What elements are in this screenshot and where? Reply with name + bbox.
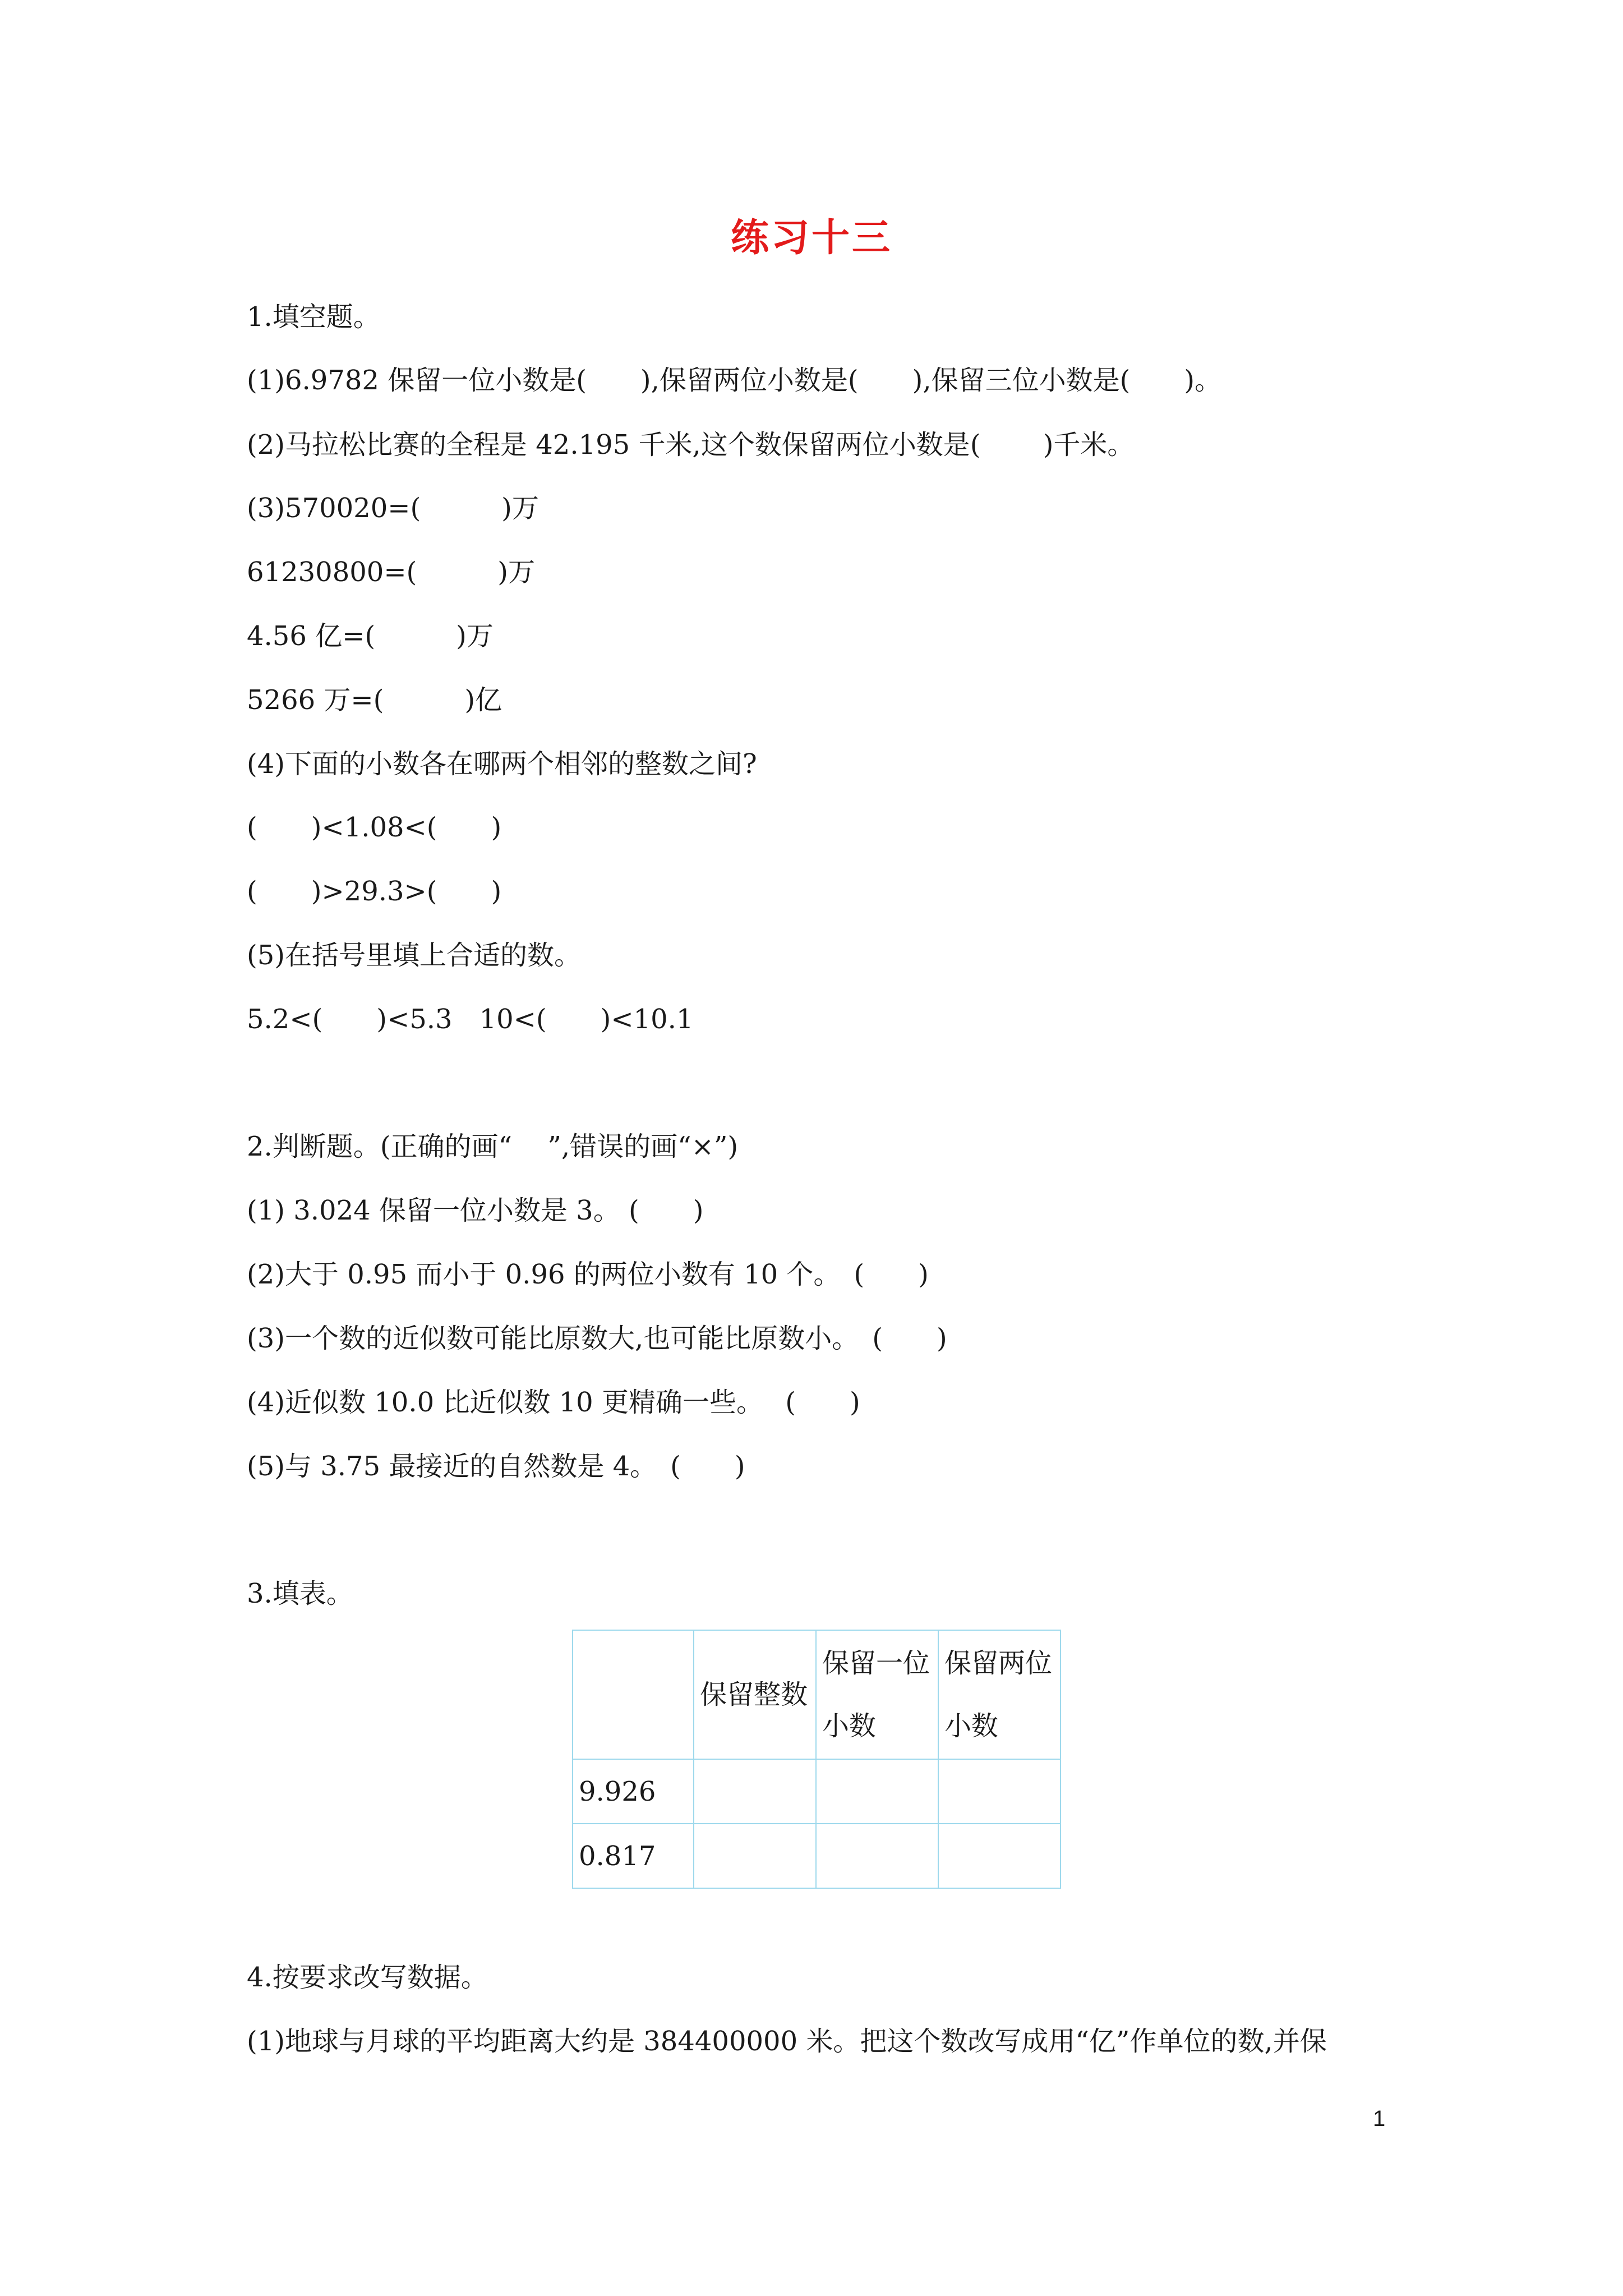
question-4-1: (1)地球与月球的平均距离大约是 384400000 米。把这个数改写成用“亿”作单位的数,并保 bbox=[247, 2026, 1327, 2057]
question-1-2: (2)马拉松比赛的全程是 42.195 千米,这个数保留两位小数是( )千米。 bbox=[247, 429, 1135, 461]
table-header-cell bbox=[816, 1630, 938, 1759]
table-cell-number: 0.817 bbox=[573, 1824, 694, 1888]
page-number: 1 bbox=[1373, 2106, 1386, 2131]
table-header-cell bbox=[694, 1630, 816, 1759]
question-2-1: (1) 3.024 保留一位小数是 3。 ( ) bbox=[247, 1195, 704, 1226]
question-1-3d: 5266 万=( )亿 bbox=[247, 684, 502, 716]
question-1-4b: ( )>29.3>( ) bbox=[247, 876, 502, 907]
table-cell-blank bbox=[694, 1824, 816, 1888]
question-1-4: (4)下面的小数各在哪两个相邻的整数之间? bbox=[247, 748, 757, 780]
table-header-label: 保留整数 bbox=[700, 1679, 808, 1710]
table-cell-blank bbox=[694, 1759, 816, 1824]
table-cell-number: 9.926 bbox=[573, 1759, 694, 1824]
question-1-5a: 5.2<( )<5.3 10<( )<10.1 bbox=[247, 1004, 694, 1035]
question-1-1: (1)6.9782 保留一位小数是( ),保留两位小数是( ),保留三位小数是( )。 bbox=[247, 365, 1222, 396]
table-cell-blank bbox=[816, 1824, 938, 1888]
table-row bbox=[573, 1759, 1061, 1824]
question-2-5: (5)与 3.75 最接近的自然数是 4。 ( ) bbox=[247, 1451, 745, 1482]
table-header-row bbox=[573, 1630, 1061, 1759]
page-title: 练习十三 bbox=[730, 215, 892, 260]
table-cell-blank bbox=[938, 1824, 1061, 1888]
table-header-label: 保留两位小数 bbox=[944, 1648, 1053, 1742]
question-1-heading: 1.填空题。 bbox=[247, 301, 380, 333]
question-2-heading: 2.判断题。(正确的画“ ”,错误的画“×”) bbox=[247, 1131, 739, 1162]
question-2-4: (4)近似数 10.0 比近似数 10 更精确一些。 ( ) bbox=[247, 1387, 860, 1418]
rounding-table bbox=[572, 1630, 1061, 1889]
table-cell-blank bbox=[816, 1759, 938, 1824]
question-1-5: (5)在括号里填上合适的数。 bbox=[247, 940, 581, 971]
question-4-heading: 4.按要求改写数据。 bbox=[247, 1962, 488, 1993]
table-row bbox=[573, 1824, 1061, 1888]
question-1-3c: 4.56 亿=( )万 bbox=[247, 620, 494, 652]
question-3-heading: 3.填表。 bbox=[247, 1578, 353, 1609]
question-2-3: (3)一个数的近似数可能比原数大,也可能比原数小。 ( ) bbox=[247, 1323, 947, 1354]
table-header-cell bbox=[938, 1630, 1061, 1759]
question-1-3: (3)570020=( )万 bbox=[247, 493, 539, 524]
table-cell-blank bbox=[938, 1759, 1061, 1824]
question-1-3b: 61230800=( )万 bbox=[247, 556, 535, 588]
table-header-cell bbox=[573, 1630, 694, 1759]
question-1-4a: ( )<1.08<( ) bbox=[247, 812, 502, 843]
table-header-label: 保留一位小数 bbox=[822, 1648, 930, 1742]
question-2-2: (2)大于 0.95 而小于 0.96 的两位小数有 10 个。 ( ) bbox=[247, 1259, 929, 1290]
